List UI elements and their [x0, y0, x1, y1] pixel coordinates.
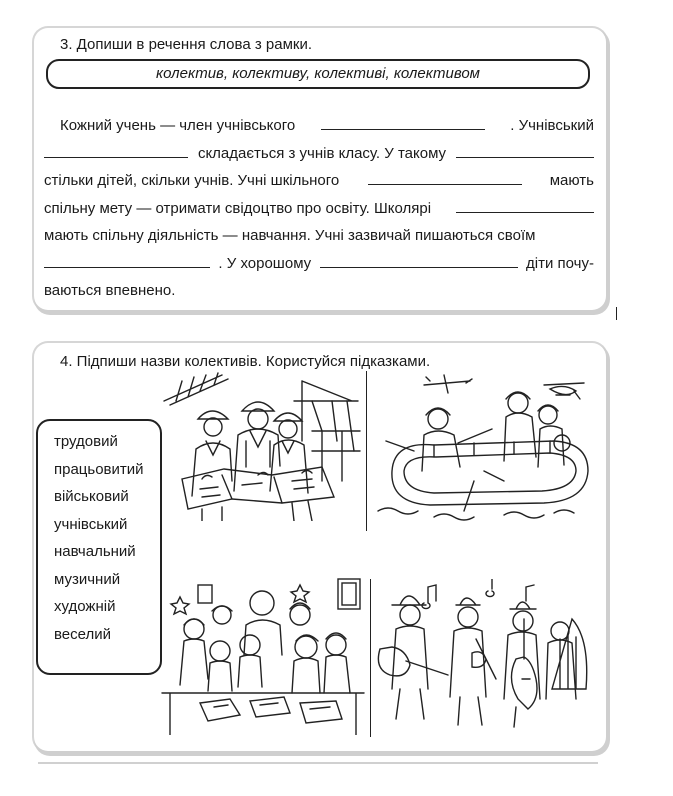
sentence-text: стільки дітей, скільки учнів. Учні шкільного: [44, 172, 340, 189]
fill-in-paragraph: [44, 112, 594, 305]
answer-blank[interactable]: [456, 143, 594, 158]
hint-word: музичний: [54, 570, 121, 588]
sentence-text: . Учнівський: [510, 117, 594, 134]
answer-blank[interactable]: [456, 198, 594, 213]
sentence-text: складається з учнів класу. У такому: [197, 144, 447, 162]
musicians-illustration: [376, 579, 590, 729]
page-bottom-rule: [38, 762, 598, 764]
workers-illustration: [162, 371, 362, 521]
text-line: [44, 222, 594, 250]
answer-blank[interactable]: [320, 253, 518, 268]
text-line: [44, 112, 594, 140]
hint-word: веселий: [54, 625, 111, 643]
text-line: [44, 167, 594, 195]
answer-blank[interactable]: [44, 143, 188, 158]
sentence-text: . У хорошому: [218, 254, 312, 272]
hint-word: трудовий: [54, 433, 118, 450]
task-4-card: [34, 343, 606, 751]
hint-word: учнівський: [54, 515, 128, 533]
hint-word: навчальний: [54, 543, 136, 560]
sentence-text: мають спільну діяльність — навчання. Учні зазвичай пишаються своїм: [44, 227, 536, 244]
word-box: колектив, колективу, колективі, колективом: [46, 59, 590, 89]
sentence-text: спільну мету — отримати свідоцтво про освіту. Школярі: [44, 199, 432, 217]
text-line: [44, 195, 594, 223]
answer-blank[interactable]: [321, 115, 485, 130]
answer-blank[interactable]: [368, 170, 522, 185]
answer-blank[interactable]: [44, 253, 210, 268]
hint-word: працьовитий: [54, 460, 144, 478]
hint-box: [36, 419, 162, 675]
sentence-text: Кожний учень — член учнівського: [60, 117, 296, 134]
task-3-card: [34, 28, 606, 310]
text-line: [44, 140, 594, 168]
pupils-illustration: [160, 575, 366, 735]
task-4-title: 4. Підпиши назви колективів. Користуйся підказками.: [60, 353, 431, 370]
picture-divider: [366, 371, 367, 531]
text-cursor-mark: [616, 307, 617, 320]
hint-word: військовий: [54, 488, 129, 505]
text-line: [44, 277, 594, 305]
picture-divider: [370, 579, 371, 737]
task-3-title: 3. Допиши в речення слова з рамки.: [60, 36, 312, 53]
sentence-text: мають: [549, 172, 594, 189]
hint-word: художній: [54, 598, 116, 615]
sentence-text: ваються впевнено.: [44, 282, 176, 299]
text-line: [44, 250, 594, 278]
sentence-text: діти почу-: [526, 254, 594, 272]
military-illustration: [374, 371, 596, 531]
